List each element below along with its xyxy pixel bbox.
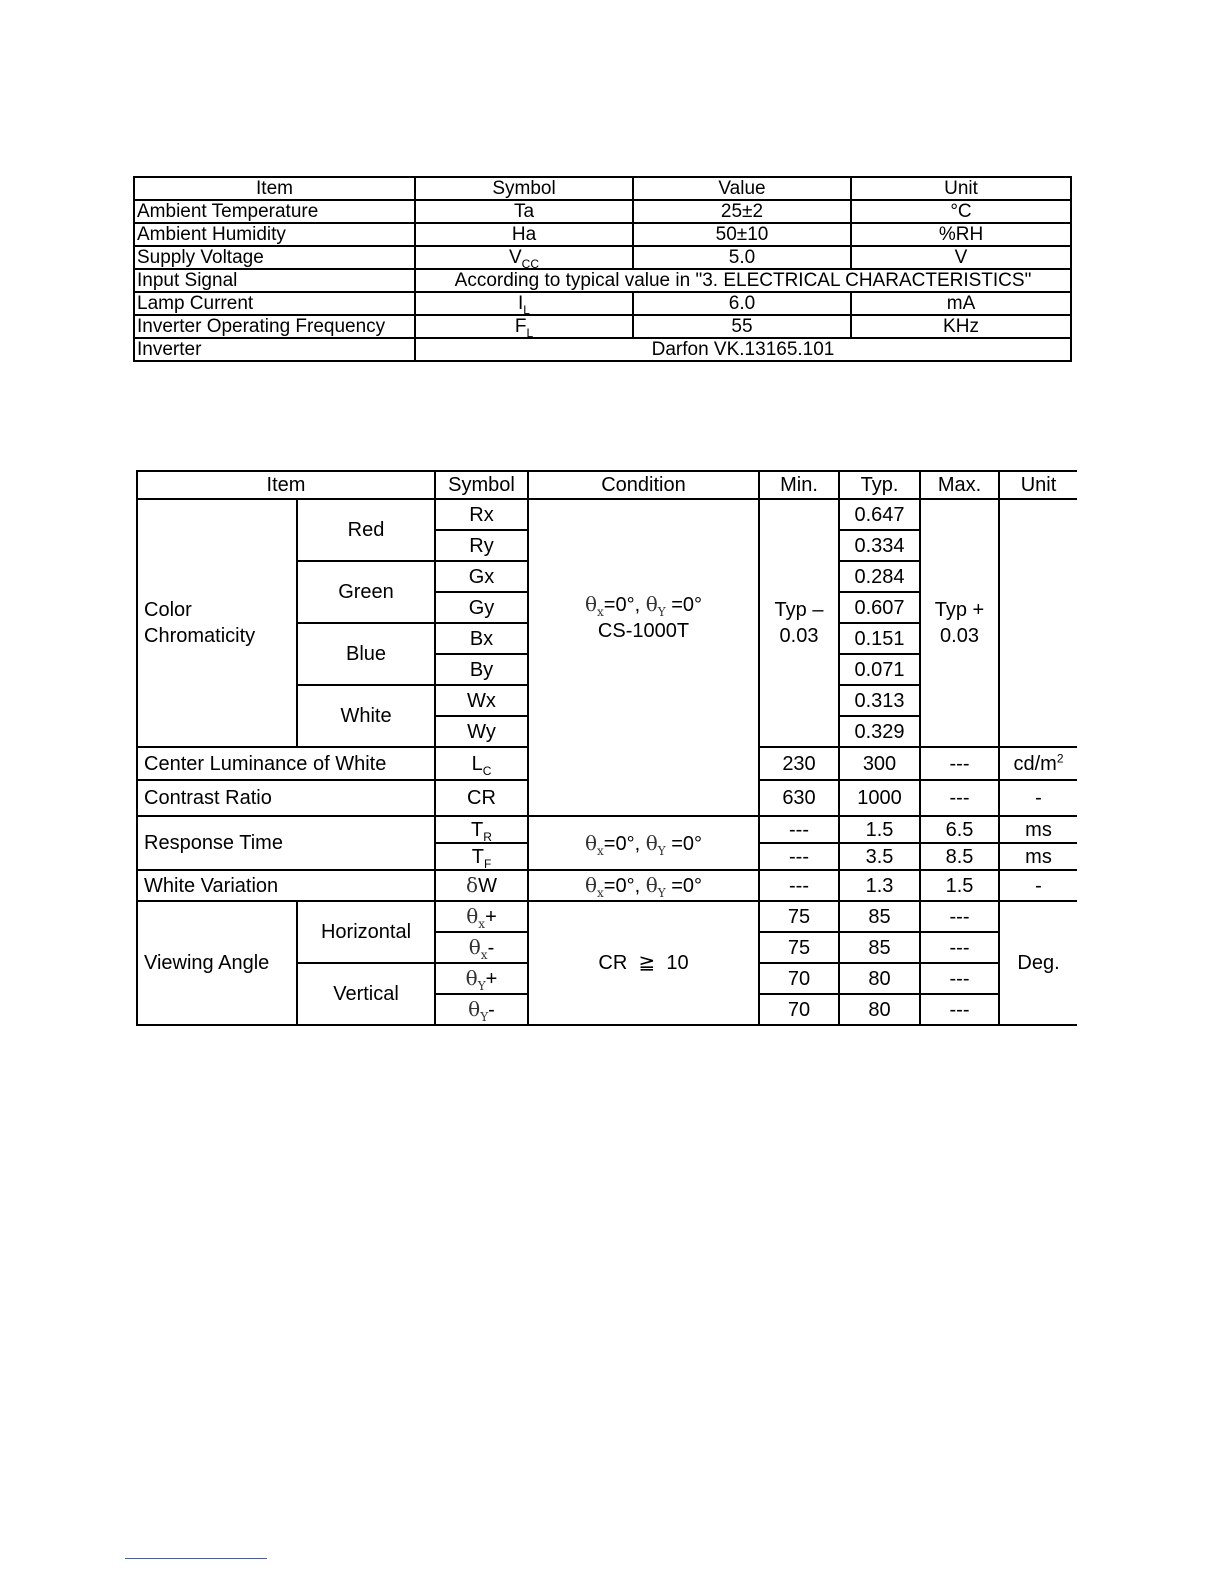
symbol-main: W: [478, 875, 497, 897]
unit-superscript: 2: [1056, 750, 1064, 765]
theta-symbol: θ: [584, 830, 597, 855]
header-symbol: Symbol: [435, 471, 528, 499]
merged-value-cell: Darfon VK.13165.101: [415, 338, 1071, 361]
symbol-cell: Bx: [435, 623, 528, 654]
unit-cell: KHz: [851, 315, 1071, 338]
max-cell: [920, 499, 999, 747]
symbol-cell: [435, 843, 528, 870]
header-typ: Typ.: [839, 471, 920, 499]
theta-symbol: θ: [584, 592, 597, 616]
max-cell: ---: [920, 780, 999, 816]
typ-cell: 0.607: [839, 592, 920, 623]
theta-symbol: θ: [466, 904, 479, 928]
min-cell: 75: [759, 932, 839, 963]
unit-cell: mA: [851, 292, 1071, 315]
condition-text: =0°: [665, 875, 703, 897]
symbol-cell: [435, 747, 528, 780]
item-cell: Ambient Humidity: [134, 223, 415, 246]
theta-subscript: x: [597, 605, 604, 619]
table-header-row: [134, 177, 1071, 200]
theta-symbol: θ: [468, 935, 481, 959]
table-header-row: [137, 471, 1077, 499]
theta-symbol: θ: [645, 873, 658, 897]
typ-cell: 0.329: [839, 716, 920, 747]
typ-cell: 85: [839, 901, 920, 932]
header-unit: Unit: [851, 177, 1071, 200]
group-red: Red: [297, 499, 435, 561]
theta-subscript: x: [478, 917, 486, 931]
max-line: Typ +: [934, 599, 985, 621]
theta-subscript: Y: [477, 979, 486, 993]
unit-cell: ms: [999, 843, 1077, 870]
sign: +: [485, 968, 498, 990]
group-green: Green: [297, 561, 435, 623]
item-cell: Inverter Operating Frequency: [134, 315, 415, 338]
label-line: Color: [144, 599, 192, 621]
value-cell: 55: [633, 315, 851, 338]
symbol-subscript: CC: [521, 256, 540, 269]
symbol-cell: Ha: [415, 223, 633, 246]
item-cell: White Variation: [137, 870, 435, 901]
theta-symbol: θ: [645, 830, 658, 855]
unit-cell: -: [999, 870, 1077, 901]
max-cell: ---: [920, 963, 999, 994]
theta-subscript: Y: [657, 886, 666, 900]
label-line: Chromaticity: [144, 625, 256, 647]
table-row: [137, 901, 1077, 932]
symbol-cell: Rx: [435, 499, 528, 530]
condition-cell: [528, 816, 759, 870]
theta-symbol: θ: [645, 592, 658, 616]
theta-subscript: x: [480, 948, 488, 962]
typ-cell: 300: [839, 747, 920, 780]
condition-text: =0°,: [603, 875, 646, 897]
max-cell: ---: [920, 747, 999, 780]
symbol-cell: By: [435, 654, 528, 685]
sign: -: [488, 999, 495, 1021]
group-vertical: Vertical: [297, 963, 435, 1025]
min-line: Typ –: [774, 599, 824, 621]
table-row: [134, 269, 1071, 292]
item-cell: Viewing Angle: [137, 901, 297, 1025]
typ-cell: 0.284: [839, 561, 920, 592]
symbol-main: T: [471, 818, 484, 841]
symbol-cell: [435, 816, 528, 843]
unit-cell: ms: [999, 816, 1077, 843]
symbol-main: I: [518, 293, 524, 314]
condition-cell: [528, 870, 759, 901]
min-cell: 230: [759, 747, 839, 780]
typ-cell: 1.3: [839, 870, 920, 901]
value-cell: 6.0: [633, 292, 851, 315]
min-cell: 630: [759, 780, 839, 816]
item-cell: Response Time: [137, 816, 435, 870]
theta-subscript: Y: [657, 843, 666, 858]
sign: +: [485, 906, 497, 928]
value-cell: 5.0: [633, 246, 851, 269]
optical-characteristics-table: [136, 470, 1077, 1026]
unit-cell: [999, 747, 1077, 780]
symbol-main: L: [471, 752, 483, 775]
table-row: [134, 246, 1071, 269]
value-cell: 50±10: [633, 223, 851, 246]
typ-cell: 85: [839, 932, 920, 963]
condition-text: =0°,: [603, 832, 646, 855]
table-row: [134, 338, 1071, 361]
header-value: Value: [633, 177, 851, 200]
delta-symbol: δ: [466, 873, 479, 897]
table-row: [137, 870, 1077, 901]
value-cell: 25±2: [633, 200, 851, 223]
header-max: Max.: [920, 471, 999, 499]
symbol-cell: [415, 246, 633, 269]
condition-text: =0°: [665, 832, 703, 855]
unit-cell: V: [851, 246, 1071, 269]
color-chromaticity-label: [137, 499, 297, 747]
symbol-cell: CR: [435, 780, 528, 816]
sign: -: [487, 937, 495, 959]
item-cell: Inverter: [134, 338, 415, 361]
symbol-cell: [415, 292, 633, 315]
min-cell: 70: [759, 994, 839, 1025]
min-cell: 70: [759, 963, 839, 994]
merged-value-cell: According to typical value in "3. ELECTRICAL CHARACTERISTICS": [415, 269, 1071, 292]
unit-cell: -: [999, 780, 1077, 816]
min-line: 0.03: [779, 625, 819, 647]
symbol-subscript: L: [523, 302, 530, 315]
min-cell: ---: [759, 843, 839, 870]
symbol-subscript: F: [483, 856, 492, 870]
typ-cell: 0.151: [839, 623, 920, 654]
unit-cell: Deg.: [999, 901, 1077, 1025]
symbol-cell: [435, 932, 528, 963]
item-cell: Ambient Temperature: [134, 200, 415, 223]
max-cell: 6.5: [920, 816, 999, 843]
condition-cell: [528, 499, 759, 816]
symbol-subscript: R: [483, 829, 492, 843]
header-item: Item: [134, 177, 415, 200]
theta-subscript: Y: [480, 1010, 489, 1024]
condition-cell: [528, 901, 759, 1025]
footer-rule: [125, 1558, 267, 1559]
max-line: 0.03: [940, 625, 979, 647]
symbol-cell: Wy: [435, 716, 528, 747]
header-min: Min.: [759, 471, 839, 499]
table-row: [134, 292, 1071, 315]
condition-text: =0°,: [603, 594, 646, 616]
theta-subscript: x: [597, 886, 604, 900]
max-cell: ---: [920, 994, 999, 1025]
max-cell: 8.5: [920, 843, 999, 870]
table-row: [134, 200, 1071, 223]
typ-cell: 0.313: [839, 685, 920, 716]
typ-cell: 80: [839, 994, 920, 1025]
header-symbol: Symbol: [415, 177, 633, 200]
theta-subscript: Y: [657, 605, 666, 619]
max-cell: ---: [920, 901, 999, 932]
header-unit: Unit: [999, 471, 1077, 499]
test-conditions-table: [133, 176, 1072, 362]
header-condition: Condition: [528, 471, 759, 499]
table-row: [134, 315, 1071, 338]
symbol-cell: [435, 870, 528, 901]
symbol-subscript: C: [482, 763, 492, 778]
min-cell: ---: [759, 816, 839, 843]
symbol-cell: [435, 901, 528, 932]
symbol-cell: [435, 963, 528, 994]
group-white: White: [297, 685, 435, 747]
symbol-cell: Gx: [435, 561, 528, 592]
min-cell: ---: [759, 870, 839, 901]
typ-cell: 1.5: [839, 816, 920, 843]
symbol-cell: [415, 315, 633, 338]
symbol-subscript: L: [526, 325, 534, 338]
item-cell: Input Signal: [134, 269, 415, 292]
group-blue: Blue: [297, 623, 435, 685]
typ-cell: 3.5: [839, 843, 920, 870]
max-cell: ---: [920, 932, 999, 963]
theta-subscript: x: [597, 843, 604, 858]
symbol-main: T: [471, 845, 484, 868]
condition-text: =0°: [665, 594, 703, 616]
typ-cell: 0.071: [839, 654, 920, 685]
unit-cell: °C: [851, 200, 1071, 223]
symbol-cell: Ry: [435, 530, 528, 561]
symbol-cell: Gy: [435, 592, 528, 623]
unit-cell: %RH: [851, 223, 1071, 246]
max-cell: 1.5: [920, 870, 999, 901]
condition-value: 10: [666, 952, 689, 974]
item-cell: Lamp Current: [134, 292, 415, 315]
typ-cell: 0.647: [839, 499, 920, 530]
min-cell: [759, 499, 839, 747]
unit-main: cd/m: [1013, 752, 1057, 775]
table-row: [137, 499, 1077, 530]
symbol-cell: Wx: [435, 685, 528, 716]
header-item: Item: [137, 471, 435, 499]
symbol-cell: [435, 994, 528, 1025]
theta-symbol: θ: [468, 997, 481, 1021]
symbol-cell: Ta: [415, 200, 633, 223]
item-cell: Center Luminance of White: [137, 747, 435, 780]
table-row: [134, 223, 1071, 246]
theta-symbol: θ: [465, 966, 478, 990]
item-cell: Supply Voltage: [134, 246, 415, 269]
typ-cell: 80: [839, 963, 920, 994]
condition-operator: ≧: [638, 952, 656, 974]
symbol-main: F: [514, 316, 527, 337]
min-cell: 75: [759, 901, 839, 932]
group-horizontal: Horizontal: [297, 901, 435, 963]
condition-text: CR: [598, 952, 628, 974]
symbol-main: V: [508, 247, 522, 268]
instrument-name: CS-1000T: [597, 620, 690, 642]
unit-cell: [999, 499, 1077, 747]
theta-symbol: θ: [584, 873, 597, 897]
item-cell: Contrast Ratio: [137, 780, 435, 816]
table-row: [137, 816, 1077, 843]
typ-cell: 1000: [839, 780, 920, 816]
typ-cell: 0.334: [839, 530, 920, 561]
